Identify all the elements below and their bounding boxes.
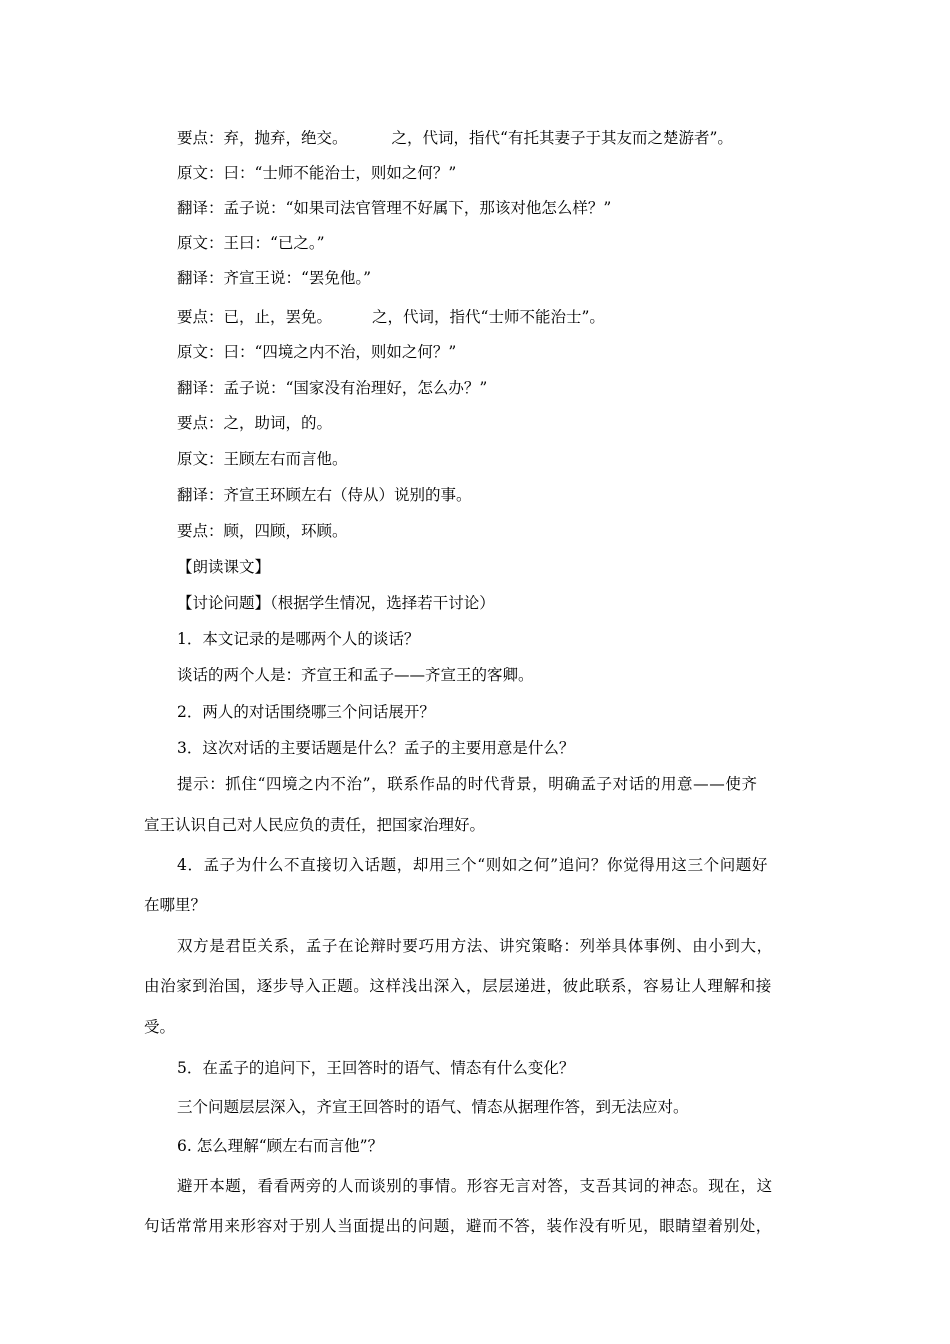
question-line: 1．本文记录的是哪两个人的谈话？ [177, 630, 420, 648]
question-line: 2．两人的对话围绕哪三个问话展开？ [177, 703, 435, 721]
question-line: 5．在孟子的追问下，王回答时的语气、情态有什么变化？ [177, 1059, 575, 1077]
answer-line: 由治家到治国，逐步导入正题。这样浅出深入，层层递进，彼此联系，容易让人理解和接 [144, 977, 772, 995]
answer-line: 受。 [144, 1018, 176, 1036]
text-line: 翻译：孟子说：“如果司法官管理不好属下，那该对他怎么样？” [177, 199, 612, 217]
answer-line: 谈话的两个人是：齐宣王和孟子——齐宣王的客卿。 [177, 666, 534, 684]
text-line: 原文：曰：“士师不能治士，则如之何？” [177, 164, 457, 182]
text-line: 翻译：齐宣王说：“罢免他。” [177, 269, 372, 287]
question-line: 3．这次对话的主要话题是什么？孟子的主要用意是什么？ [177, 739, 575, 757]
text-segment: 之，代词，指代“有托其妻子于其友而之楚游者”。 [391, 129, 733, 147]
answer-line: 双方是君臣关系，孟子在论辩时要巧用方法、讲究策略：列举具体事例、由小到大， [177, 937, 773, 955]
answer-line: 避开本题，看看两旁的人而谈别的事情。形容无言对答，支吾其词的神态。现在，这 [177, 1177, 773, 1195]
text-line: 翻译：齐宣王环顾左右（侍从）说别的事。 [177, 486, 472, 504]
text-segment: 之，代词，指代“士师不能治士”。 [372, 308, 605, 326]
text-line: 要点：顾，四顾，环顾。 [177, 522, 348, 540]
answer-line: 宣王认识自己对人民应负的责任，把国家治理好。 [144, 816, 486, 834]
section-heading: 【讨论问题】（根据学生情况，选择若干讨论） [177, 594, 495, 612]
answer-line: 三个问题层层深入，齐宣王回答时的语气、情态从据理作答，到无法应对。 [177, 1098, 689, 1116]
answer-line: 提示：抓住“四境之内不治”，联系作品的时代背景，明确孟子对话的用意——使齐 [177, 775, 758, 793]
text-line: 原文：王顾左右而言他。 [177, 450, 348, 468]
text-line [177, 307, 605, 327]
text-segment: 要点：弃，抛弃，绝交。 [177, 129, 348, 147]
text-segment: 要点：已，止，罢免。 [177, 308, 333, 326]
question-line: 4．孟子为什么不直接切入话题，却用三个“则如之何”追问？你觉得用这三个问题好 [177, 856, 769, 874]
text-line: 原文：王曰：“已之。” [177, 234, 325, 252]
question-line: 6. 怎么理解“顾左右而言他”？ [177, 1137, 384, 1155]
text-line [177, 128, 733, 148]
text-line: 原文：曰：“四境之内不治，则如之何？” [177, 343, 457, 361]
text-line: 要点：之，助词，的。 [177, 414, 333, 432]
section-heading: 【朗读课文】 [177, 558, 271, 576]
answer-line: 句话常常用来形容对于别人当面提出的问题，避而不答，装作没有听见，眼睛望着别处， [144, 1217, 772, 1235]
text-line: 翻译：孟子说：“国家没有治理好，怎么办？” [177, 379, 488, 397]
question-line: 在哪里？ [144, 896, 207, 914]
